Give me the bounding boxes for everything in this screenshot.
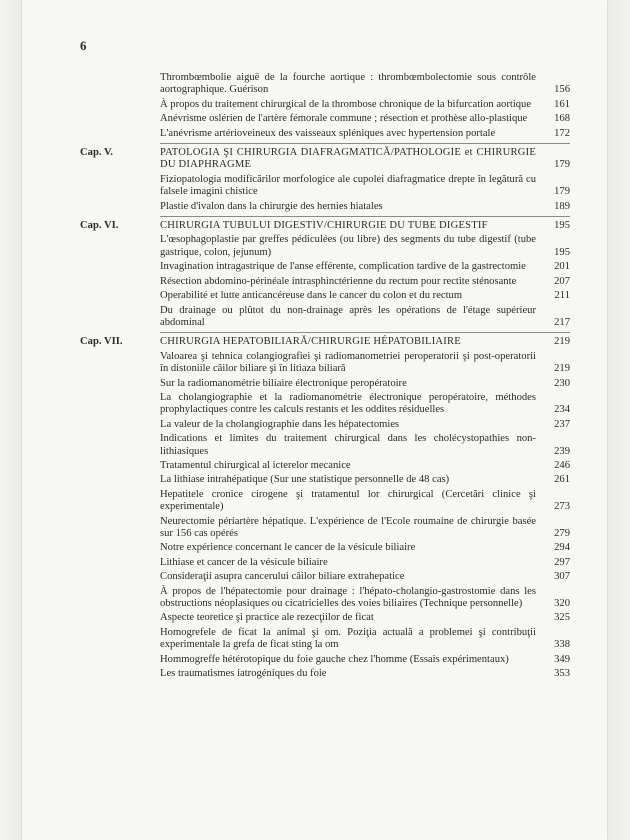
entry-title: Tratamentul chirurgical al icterelor mecanice — [160, 459, 351, 471]
page-number: 6 — [80, 38, 87, 53]
toc-entry — [160, 586, 570, 611]
entry-page-number: 279 — [554, 528, 570, 539]
entry-page-number: 195 — [554, 220, 570, 232]
entry-page-number: 219 — [554, 363, 570, 375]
entry-page-number: 349 — [554, 653, 570, 665]
entry-page-number: 325 — [554, 612, 570, 624]
toc-entry — [160, 201, 570, 213]
entry-page-number: 195 — [554, 246, 570, 258]
entry-page-number: 234 — [554, 404, 570, 416]
entry-title: La valeur de la cholangiographie dans les hépatectomies — [160, 418, 400, 430]
toc-entry — [160, 305, 570, 330]
toc-entry — [160, 419, 570, 431]
entry-page-number: 201 — [554, 261, 570, 273]
entry-page-number: 207 — [554, 275, 570, 287]
entry-title: Hepatitele cronice cirogene şi tratamentul lor chirurgical (Cercetări clinice şi experimentale) — [160, 488, 536, 513]
toc-chapter-entry — [80, 147, 570, 172]
toc-entry — [160, 234, 570, 259]
toc-entry — [160, 516, 570, 541]
entry-page-number: 261 — [554, 474, 570, 486]
entry-title: Plastie d'ivalon dans la chirurgie des hernies hiatales — [160, 200, 383, 212]
toc-entry — [160, 174, 570, 199]
toc-entry — [160, 72, 570, 97]
entry-page-number: 179 — [554, 159, 570, 171]
toc-entry — [160, 627, 570, 652]
entry-title: Aspecte teoretice şi practice ale rezecţiilor de ficat — [160, 612, 374, 624]
toc-entry — [160, 99, 570, 111]
entry-title: Consideraţii asupra cancerului căilor biliare extrahepatice — [160, 571, 405, 583]
toc-entry — [160, 489, 570, 514]
entry-page-number: 237 — [554, 418, 570, 430]
entry-page-number: 217 — [554, 316, 570, 328]
entry-page-number: 230 — [554, 377, 570, 389]
entry-page-number: 168 — [554, 113, 570, 125]
toc-entry — [160, 654, 570, 666]
entry-title: Fiziopatologia modificărilor morfologice ale cupolei diafragmatice drepte în legătură cu falsele imagini chistice — [160, 173, 536, 198]
entry-title: Valoarea şi tehnica colangiografiei şi radiomanometriei peroperatorii şi post-operatorii în distoniile căilor biliare şi în litiaza biliară — [160, 350, 536, 375]
table-of-contents — [80, 72, 570, 682]
chapter-separator — [160, 216, 570, 217]
entry-title: Operabilité et lutte anticancéreuse dans le cancer du colon et du rectum — [160, 290, 463, 302]
entry-page-number: 239 — [554, 445, 570, 457]
entry-page-number: 307 — [554, 571, 570, 583]
toc-entry — [160, 351, 570, 376]
toc-entry — [160, 460, 570, 472]
entry-title: Résection abdomino-périnéale intrasphinctérienne du rectum pour rectite sténosante — [160, 275, 517, 287]
entry-title: L'anévrisme artérioveineux des vaisseaux spléniques avec hypertension portale — [160, 127, 496, 139]
entry-page-number: 211 — [554, 290, 570, 302]
entry-page-number: 189 — [554, 200, 570, 212]
chapter-separator — [160, 332, 570, 333]
toc-entry — [160, 276, 570, 288]
toc-entry — [160, 290, 570, 302]
entry-page-number: 320 — [554, 598, 570, 610]
entry-title: Homogrefele de ficat la animal şi om. Poziţia actuală a problemei şi contribuţii experimentale la grefa de ficat sting la om — [160, 626, 536, 651]
entry-title: Thrombœmbolie aiguë de la fourche aortique : thrombœmbolectomie sous contrôle aortographique. Guérison — [160, 72, 536, 96]
toc-entry — [160, 128, 570, 140]
entry-page-number: 161 — [554, 98, 570, 110]
toc-entry — [160, 668, 570, 680]
toc-entry — [160, 612, 570, 624]
entry-page-number: 338 — [554, 639, 570, 651]
entry-title: Invagination intragastrique de l'anse efférente, complication tardive de la gastrectomie — [160, 261, 526, 273]
entry-page-number: 273 — [554, 501, 570, 513]
chapter-separator — [160, 143, 570, 144]
chapter-label: Cap. VI. — [80, 220, 119, 232]
chapter-label: Cap. V. — [80, 147, 113, 159]
entry-page-number: 156 — [554, 84, 570, 96]
entry-title: CHIRURGIA TUBULUI DIGESTIV/CHIRURGIE DU TUBE DIGESTIF — [160, 220, 488, 232]
entry-title: Du drainage ou plûtot du non-drainage après les opérations de l'étage supérieur abdominal — [160, 304, 536, 328]
chapter-label: Cap. VII. — [80, 336, 123, 348]
toc-entry — [160, 571, 570, 583]
entry-page-number: 353 — [554, 668, 570, 680]
toc-entry — [160, 113, 570, 125]
entry-page-number: 297 — [554, 556, 570, 568]
book-page — [22, 0, 607, 840]
entry-title: La lithiase intrahépatique (Sur une statistique personnelle de 48 cas) — [160, 474, 450, 486]
entry-title: Anévrisme oslérien de l'artère fémorale commune ; résection et prothèse allo-plastique — [160, 113, 528, 125]
toc-entry — [160, 433, 570, 458]
entry-title: La cholangiographie et la radiomanométrie électronique peropératoire, méthodes prophylactiques contre les calculs restants et les oddites résiduelles — [160, 391, 536, 416]
entry-title: Indications et limites du traitement chirurgical dans les cholécystopathies non-lithiasiques — [160, 433, 536, 457]
entry-page-number: 172 — [554, 127, 570, 139]
entry-title: À propos du traitement chirurgical de la thrombose chronique de la bifurcation aortique — [160, 98, 532, 110]
toc-chapter-entry — [80, 336, 570, 348]
entry-title: Hommogreffe hétérotopique du foie gauche chez l'homme (Essais expérimentaux) — [160, 653, 509, 665]
entry-title: PATOLOGIA ŞI CHIRURGIA DIAFRAGMATICĂ/PATHOLOGIE et CHIRURGIE DU DIAPHRAGME — [160, 147, 536, 171]
entry-page-number: 219 — [554, 336, 570, 348]
toc-entry — [160, 392, 570, 417]
entry-title: Les traumatismes iatrogéniques du foie — [160, 668, 327, 680]
entry-title: Neurectomie périartère hépatique. L'expérience de l'Ecole roumaine de chirurgie basée sur 156 cas opérés — [160, 515, 536, 539]
entry-title: CHIRURGIA HEPATOBILIARĂ/CHIRURGIE HÉPATOBILIAIRE — [160, 336, 461, 348]
entry-title: À propos de l'hépatectomie pour drainage : l'hépato-cholangio-gastrostomie dans les obstructions néoplasiques ou cicatricielles des voies biliaires (Technique personnelle) — [160, 585, 536, 610]
toc-entry — [160, 557, 570, 569]
entry-page-number: 179 — [554, 186, 570, 198]
toc-chapter-entry — [80, 220, 570, 232]
entry-page-number: 246 — [554, 459, 570, 471]
toc-entry — [160, 474, 570, 486]
entry-title: Lithiase et cancer de la vésicule biliaire — [160, 556, 328, 568]
toc-entry — [160, 542, 570, 554]
entry-page-number: 294 — [554, 542, 570, 554]
entry-title: Sur la radiomanométrie biliaire électronique peropératoire — [160, 377, 407, 389]
toc-entry — [160, 378, 570, 390]
toc-entry — [160, 261, 570, 273]
entry-title: L'œsophagoplastie par greffes pédiculées (ou libre) des segments du tube digestif (tube gastrique, colon, jejunum) — [160, 234, 536, 258]
entry-title: Notre expérience concernant le cancer de la vésicule biliaire — [160, 542, 416, 554]
